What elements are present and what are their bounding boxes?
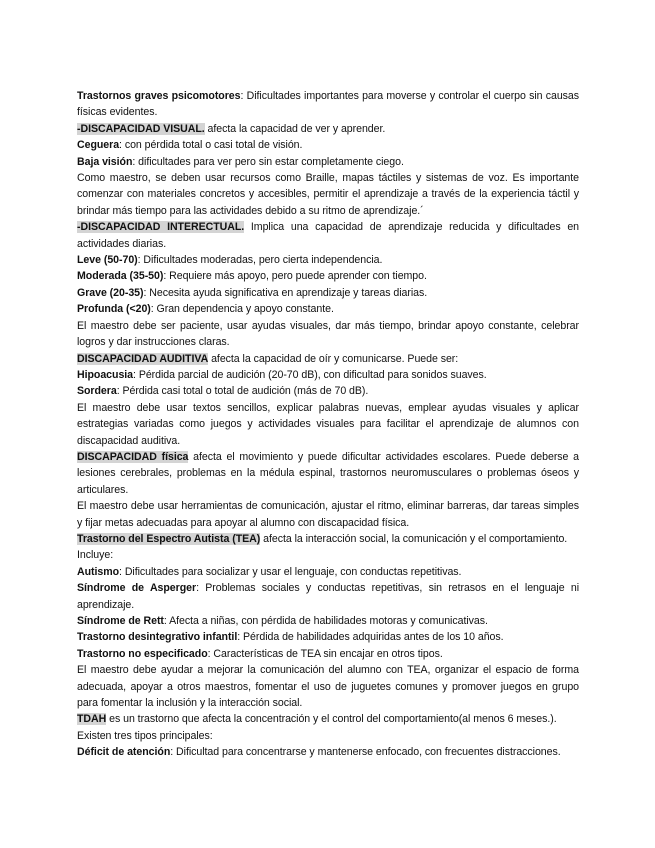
- term-moderada: Moderada (35-50): [77, 270, 164, 283]
- definition-text: : con pérdida total o casi total de visión.: [119, 139, 303, 152]
- paragraph-asperger: [77, 580, 579, 613]
- definition-text: : Necesita ayuda significativa en aprendizaje y tareas diarias.: [143, 286, 428, 299]
- definition-text: : Gran dependencia y apoyo constante.: [150, 303, 334, 316]
- paragraph-baja-vision: [77, 154, 579, 170]
- paragraph-profunda: [77, 301, 579, 317]
- heading-tea: [77, 531, 579, 564]
- definition-text: : Características de TEA sin encajar en otros tipos.: [207, 647, 443, 660]
- paragraph-leve: [77, 252, 579, 268]
- term-tdah: TDAH: [77, 713, 107, 726]
- definition-text: afecta la capacidad de ver y aprender.: [204, 122, 386, 135]
- paragraph-psicomotores: [77, 88, 579, 121]
- definition-text: afecta el movimiento y puede dificultar actividades escolares. Puede deberse a lesiones cerebrales, problemas en la médula espinal, trastornos neuromusculares o problemas óseos y articulares.: [77, 450, 579, 496]
- definition-text: : Dificultades moderadas, pero cierta independencia.: [137, 254, 383, 267]
- term-hipoacusia: Hipoacusia: [77, 368, 134, 381]
- term-asperger: Síndrome de Asperger: [77, 582, 197, 595]
- paragraph-maestro-auditiva: El maestro debe usar textos sencillos, explicar palabras nuevas, emplear ayudas visuales y aplicar estrategias variadas como juegos y actividades visuales para facilitar el aprendizaje de alumnos con discapacidad auditiva.: [77, 401, 579, 447]
- heading-discapacidad-auditiva: [77, 351, 579, 367]
- definition-text: afecta la capacidad de oír y comunicarse. Puede ser:: [208, 352, 459, 365]
- paragraph-ceguera: [77, 137, 579, 153]
- term-tea: Trastorno del Espectro Autista (TEA): [77, 532, 261, 545]
- definition-text: : Dificultades importantes para moverse y controlar el cuerpo sin causas físicas evidentes.: [77, 90, 580, 119]
- term-baja-vision: Baja visión: [77, 155, 133, 168]
- term-discapacidad-intelectual: -DISCAPACIDAD INTERECTUAL.: [77, 221, 245, 234]
- paragraph-sordera: [77, 383, 579, 399]
- definition-text: : Requiere más apoyo, pero puede aprender con tiempo.: [163, 270, 427, 283]
- paragraph-maestro-visual: Como maestro, se deben usar recursos como Braille, mapas táctiles y sistemas de voz. Es importante comenzar con materiales concretos y accesibles, permitir el aprendizaje a través de la experiencia táctil y brindar más tiempo para las actividades debido a su ritmo de aprendizaje.´: [77, 172, 579, 217]
- paragraph-desintegrativo: [77, 629, 579, 645]
- term-deficit-atencion: Déficit de atención: [77, 746, 171, 759]
- paragraph-hipoacusia: [77, 367, 579, 383]
- term-leve: Leve (50-70): [77, 254, 138, 267]
- term-no-especificado: Trastorno no especificado: [77, 647, 208, 660]
- paragraph-autismo: [77, 564, 579, 580]
- term-profunda: Profunda (<20): [77, 303, 151, 316]
- term-desintegrativo: Trastorno desintegrativo infantil: [77, 631, 238, 644]
- definition-text: : Dificultades para socializar y usar el lenguaje, con conductas repetitivas.: [119, 565, 462, 578]
- heading-tdah: [77, 711, 579, 744]
- definition-text: Implica una capacidad de aprendizaje reducida y dificultades en actividades diarias.: [77, 221, 579, 250]
- paragraph-rett: [77, 613, 579, 629]
- term-rett: Síndrome de Rett: [77, 615, 164, 627]
- definition-text: : Afecta a niñas, con pérdida de habilidades motoras y comunicativas.: [163, 615, 488, 627]
- heading-discapacidad-visual: [77, 121, 579, 137]
- term-ceguera: Ceguera: [77, 139, 120, 152]
- term-discapacidad-auditiva: DISCAPACIDAD AUDITIVA: [77, 352, 209, 365]
- term-discapacidad-visual: -DISCAPACIDAD VISUAL.: [77, 122, 205, 135]
- definition-text: : Pérdida de habilidades adquiridas antes de los 10 años.: [237, 631, 504, 644]
- paragraph-grave: [77, 285, 579, 301]
- definition-text: es un trastorno que afecta la concentración y el control del comportamiento(al menos 6 meses.). Existen tres tipos principales:: [77, 713, 557, 742]
- term-psicomotores: Trastornos graves psicomotores: [77, 90, 241, 102]
- term-sordera: Sordera: [77, 385, 117, 398]
- paragraph-maestro-tea: El maestro debe ayudar a mejorar la comunicación del alumno con TEA, organizar el espacio de forma adecuada, apoyar a otros maestros, fomentar el uso de juguetes comunes y promover juegos en grupo para fomentar la inclusión y la interacción social.: [77, 664, 579, 710]
- document-body: [77, 88, 579, 761]
- definition-text: : Pérdida casi total o total de audición (más de 70 dB).: [116, 385, 369, 398]
- definition-text: afecta la interacción social, la comunicación y el comportamiento. Incluye:: [77, 532, 568, 562]
- paragraph-maestro-fisica: El maestro debe usar herramientas de comunicación, ajustar el ritmo, eliminar barreras, dar tareas simples y fijar metas adecuadas para apoyar al alumno con discapacidad física.: [77, 500, 579, 529]
- paragraph-deficit-atencion: [77, 744, 579, 760]
- definition-text: : Pérdida parcial de audición (20-70 dB), con dificultad para sonidos suaves.: [133, 368, 487, 381]
- term-autismo: Autismo: [77, 565, 120, 578]
- term-discapacidad-fisica: DISCAPACIDAD física: [77, 450, 189, 463]
- heading-discapacidad-intelectual: [77, 219, 579, 252]
- paragraph-no-especificado: [77, 646, 579, 662]
- paragraph-maestro-intelectual: El maestro debe ser paciente, usar ayudas visuales, dar más tiempo, brindar apoyo constante, celebrar logros y dar instrucciones claras.: [77, 319, 579, 349]
- definition-text: : Problemas sociales y conductas repetitivas, sin retrasos en el lenguaje ni aprendizaje.: [77, 582, 579, 611]
- definition-text: : Dificultad para concentrarse y mantenerse enfocado, con frecuentes distracciones.: [170, 746, 561, 759]
- heading-discapacidad-fisica: [77, 449, 579, 498]
- paragraph-moderada: [77, 268, 579, 284]
- definition-text: : dificultades para ver pero sin estar completamente ciego.: [132, 155, 404, 168]
- term-grave: Grave (20-35): [77, 286, 144, 299]
